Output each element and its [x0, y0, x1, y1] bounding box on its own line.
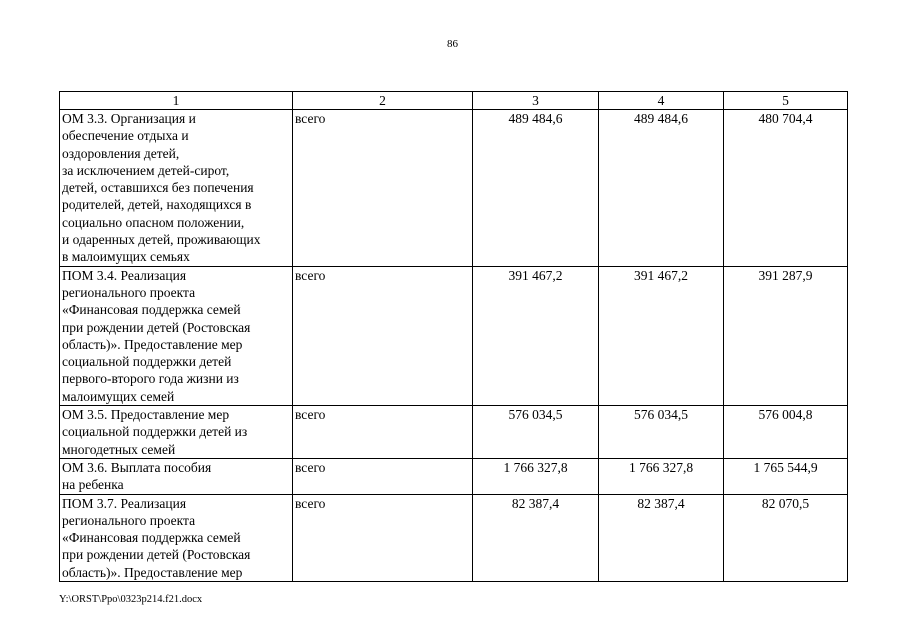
measure-name-line: социальной поддержки детей	[62, 354, 232, 370]
measure-name-line: ОМ 3.5. Предоставление мер	[62, 407, 230, 423]
measure-name-line: за исключением детей-сирот,	[62, 162, 230, 178]
measure-name-line: социально опасном положении,	[62, 214, 245, 230]
value-cell-col3: 489 484,6	[473, 110, 599, 267]
table-row	[60, 406, 848, 459]
measure-name-line: и одаренных детей, проживающих	[62, 232, 261, 248]
measure-name-line: многодетных семей	[62, 441, 176, 457]
table-header	[60, 92, 848, 110]
value-cell-col4: 576 034,5	[599, 406, 724, 459]
scope-cell: всего	[293, 110, 473, 267]
value-cell-col4: 489 484,6	[599, 110, 724, 267]
measure-name-line: в малоимущих семьях	[62, 249, 190, 265]
measure-name-line: оздоровления детей,	[62, 145, 180, 161]
value-cell-col3: 82 387,4	[473, 494, 599, 581]
measure-name-cell	[60, 266, 293, 405]
measure-name-cell	[60, 458, 293, 494]
header-row	[60, 92, 848, 110]
value-cell-col4: 391 467,2	[599, 266, 724, 405]
measure-name-line: ПОМ 3.4. Реализация	[62, 267, 187, 283]
value-cell-col5: 1 765 544,9	[724, 458, 848, 494]
header-cell-3: 3	[473, 92, 599, 110]
measure-name-line: социальной поддержки детей из	[62, 424, 248, 440]
measure-name-line: обеспечение отдыха и	[62, 128, 189, 144]
scope-cell: всего	[293, 458, 473, 494]
table-row	[60, 266, 848, 405]
header-cell-5: 5	[724, 92, 848, 110]
measure-name-line: на ребенка	[62, 477, 124, 493]
budget-table	[59, 91, 848, 582]
measure-name-line: область)». Предоставление мер	[62, 564, 243, 580]
value-cell-col4: 82 387,4	[599, 494, 724, 581]
page-number: 86	[447, 38, 458, 50]
header-cell-2: 2	[293, 92, 473, 110]
table-body	[60, 110, 848, 582]
measure-name-line: «Финансовая поддержка семей	[62, 302, 241, 318]
measure-name-line: при рождении детей (Ростовская	[62, 319, 251, 335]
footer-file-path: Y:\ORST\Ppo\0323p214.f21.docx	[59, 594, 203, 605]
measure-name-line: регионального проекта	[62, 512, 196, 528]
value-cell-col4: 1 766 327,8	[599, 458, 724, 494]
measure-name-cell	[60, 406, 293, 459]
value-cell-col3: 576 034,5	[473, 406, 599, 459]
measure-name-line: малоимущих семей	[62, 388, 175, 404]
table-row	[60, 494, 848, 581]
value-cell-col3: 1 766 327,8	[473, 458, 599, 494]
header-cell-4: 4	[599, 92, 724, 110]
measure-name-line: ОМ 3.3. Организация и	[62, 111, 196, 126]
table-row	[60, 458, 848, 494]
scope-cell: всего	[293, 494, 473, 581]
value-cell-col5: 82 070,5	[724, 494, 848, 581]
measure-name-line: первого-второго года жизни из	[62, 371, 239, 387]
value-cell-col5: 391 287,9	[724, 266, 848, 405]
measure-name-line: регионального проекта	[62, 284, 196, 300]
value-cell-col5: 480 704,4	[724, 110, 848, 267]
measure-name-line: ОМ 3.6. Выплата пособия	[62, 459, 212, 475]
value-cell-col3: 391 467,2	[473, 266, 599, 405]
value-cell-col5: 576 004,8	[724, 406, 848, 459]
measure-name-line: «Финансовая поддержка семей	[62, 530, 241, 546]
scope-cell: всего	[293, 266, 473, 405]
measure-name-line: при рождении детей (Ростовская	[62, 547, 251, 563]
measure-name-line: детей, оставшихся без попечения	[62, 180, 254, 196]
scope-cell: всего	[293, 406, 473, 459]
header-cell-1: 1	[60, 92, 293, 110]
measure-name-cell	[60, 110, 293, 267]
table-row	[60, 110, 848, 267]
measure-name-cell	[60, 494, 293, 581]
measure-name-line: ПОМ 3.7. Реализация	[62, 495, 187, 511]
measure-name-line: родителей, детей, находящихся в	[62, 197, 252, 213]
measure-name-line: область)». Предоставление мер	[62, 336, 243, 352]
